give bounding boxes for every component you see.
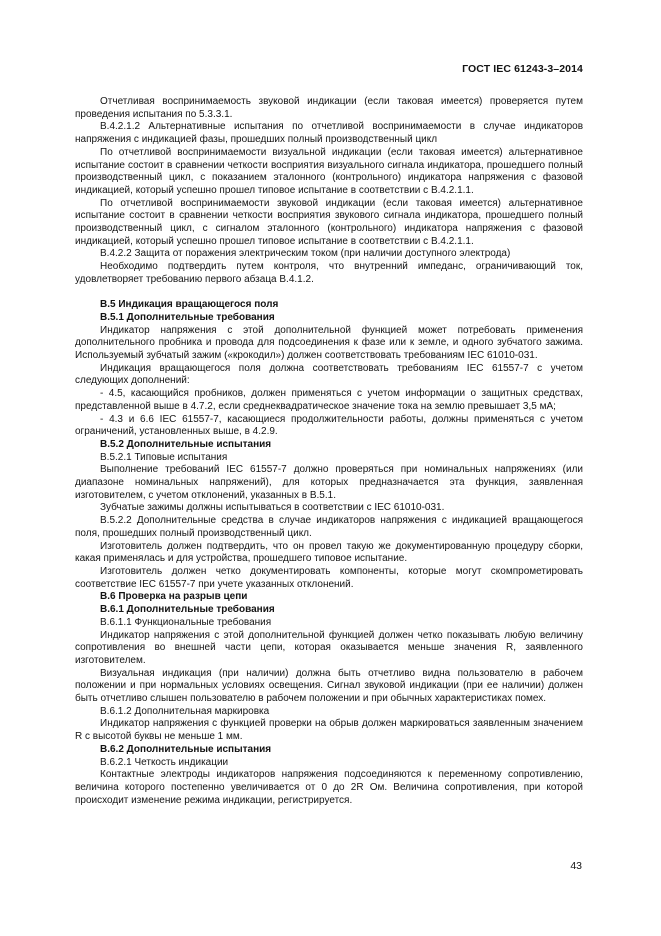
paragraph: Индикатор напряжения с этой дополнительной функцией может потребовать применения дополнительного пробника и провода для подсоединения к фазе или к земле, и одного зубчатого зажима. Используемый зубчатый зажим («крокодил») должен соответствовать требованиям IEC 61010-031. <box>75 324 583 362</box>
paragraph: Изготовитель должен четко документировать компоненты, которые могут скомпрометировать соответствие IEC 61557-7 при учете указанных отклонений. <box>75 566 583 590</box>
subclause-heading: В.6.1.2 Дополнительная маркировка <box>100 705 270 717</box>
paragraph: В.4.2.1.2 Альтернативные испытания по отчетливой воспринимаемости в случае индикаторов напряжения с индикацией фазы, прошедших полный производственный цикл <box>75 121 583 146</box>
paragraph: По отчетливой воспринимаемости визуальной индикации (если таковая имеется) альтернативное испытание состоит в сравнении четкости восприятия визуального сигнала индикатора, прошедшего полный производственный цикл, с показанием эталонного (контрольного) индикатора напряжения с фазовой индикацией, который успешно прошел типовое испытание в соответствии с В.4.2.1.1. <box>75 146 583 196</box>
paragraph: Контактные электроды индикаторов напряжения подсоединяются к переменному сопротивлению, величина которого постепенно увеличивается от 0 до 2R Ом. Величина сопротивления, при которой происходит изменение режима индикации, регистрируется. <box>75 769 583 806</box>
section-heading: В.5.1 Дополнительные требования <box>100 311 275 323</box>
paragraph: В.5.2.2 Дополнительные средства в случае индикаторов напряжения с индикацией вращающегося поля, прошедших полный производственный цикл. <box>75 515 583 539</box>
paragraph: По отчетливой воспринимаемости звуковой индикации (если таковая имеется) альтернативное испытание состоит в сравнении четкости восприятия звукового сигнала индикатора, прошедшего полный производственный цикл, с сигналом эталонного (контрольного) индикатора напряжения с фазовой индикацией, который успешно прошел типовое испытание в соответствии с В.4.2.1.1. <box>75 197 583 247</box>
section-heading: В.6 Проверка на разрыв цепи <box>100 591 248 603</box>
paragraph: Необходимо подтвердить путем контроля, что внутренний импеданс, ограничивающий ток, удовлетворяет требованию первого абзаца В.4.1.2. <box>75 261 583 285</box>
subclause-heading: В.6.2.1 Четкость индикации <box>100 756 229 768</box>
section-heading: В.5 Индикация вращающегося поля <box>100 299 279 311</box>
document-body <box>75 96 583 807</box>
paragraph: Индикатор напряжения с этой дополнительной функцией должен четко показывать любую величину сопротивления во внешней части цепи, которая оказывается меньше значения R, заявленного изготовителем. <box>75 629 583 666</box>
list-item: - 4.5, касающийся пробников, должен применяться с учетом информации о защитных средствах, представленной выше в 4.7.2, если среднеквадратическое значение тока на землю превышает 3,5 мА; <box>75 388 583 412</box>
paragraph: Выполнение требований IEC 61557-7 должно проверяться при номинальных напряжениях (или диапазоне номинальных напряжений), для которых предназначается эта функция, заявленная изготовителем, с учетом отклонений, указанных в В.5.1. <box>75 464 583 501</box>
subclause-heading: В.6.1.1 Функциональные требования <box>100 616 272 628</box>
subclause-heading: В.4.2.2 Защита от поражения электрическим током (при наличии доступного электрода) <box>100 248 511 260</box>
page-number: 43 <box>570 860 582 872</box>
document-header: ГОСТ IEC 61243-3–2014 <box>462 63 583 75</box>
spacer <box>75 287 583 300</box>
paragraph: Индикация вращающегося поля должна соответствовать требованиям IEC 61557-7 с учетом следующих дополнений: <box>75 362 583 387</box>
subclause-heading: В.5.2.1 Типовые испытания <box>100 451 228 463</box>
paragraph: Визуальная индикация (при наличии) должна быть отчетливо видна пользователю в рабочем положении и при нормальных условиях освещения. Сигнал звуковой индикации (при ее наличии) должен быть отчетливо слышен пользователю в рабочем положении и при обычных характеристиках помех. <box>75 667 583 705</box>
paragraph: Индикатор напряжения с функцией проверки на обрыв должен маркироваться заявленным значением R с высотой буквы не меньше 1 мм. <box>75 718 583 743</box>
paragraph: Зубчатые зажимы должны испытываться в соответствии с IEC 61010-031. <box>100 502 445 514</box>
section-heading: В.6.2 Дополнительные испытания <box>100 743 272 755</box>
list-item: - 4.3 и 6.6 IEC 61557-7, касающиеся продолжительности работы, должны применяться с учетом ограничений, установленных выше, в 4.2.9. <box>75 413 583 438</box>
section-heading: В.6.1 Дополнительные требования <box>100 604 275 616</box>
paragraph: Отчетливая воспринимаемость звуковой индикации (если таковая имеется) проверяется путем проведения испытания по 5.3.3.1. <box>75 96 583 120</box>
section-heading: В.5.2 Дополнительные испытания <box>100 438 272 450</box>
paragraph: Изготовитель должен подтвердить, что он провел такую же документированную процедуру сборки, какая применялась и для устройства, прошедшего типовое испытание. <box>75 540 583 565</box>
